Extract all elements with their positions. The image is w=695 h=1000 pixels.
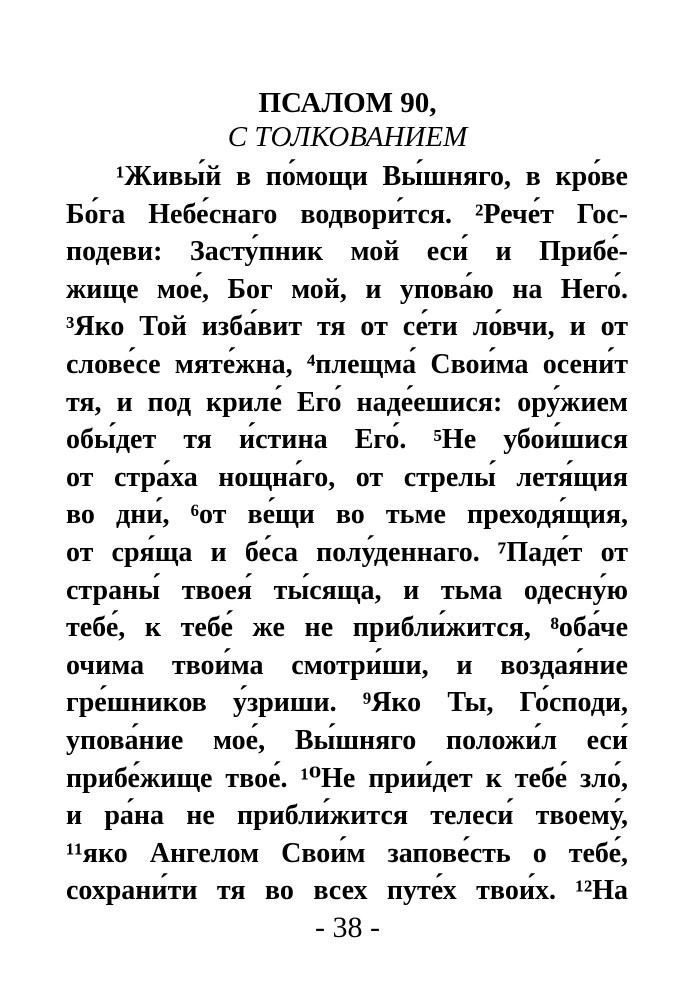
text-line: ¹¹яко Ангелом Свои́м запове́сть о тебе́,	[66, 837, 628, 869]
text-line: сохрани́ти тя во всех путе́х твои́х. ¹²На	[66, 875, 628, 907]
text-line: страны́ твоея́ ты́сяща, и тьма одесну́ю	[66, 574, 628, 606]
text-line: прибе́жище твое́. ¹⁰Не прии́дет к тебе́ зло́,	[66, 762, 628, 794]
text-line: подеви: Засту́пник мой еси́ и Прибе́-	[66, 236, 628, 268]
text-line: обы́дет тя и́стина Его́. ⁵Не убои́шися	[66, 424, 628, 456]
text-line: жище мое́, Бог мой, и упова́ю на Него́.	[66, 273, 628, 305]
text-line: тебе́, к тебе́ же не прибли́жится, ⁸оба́че	[66, 612, 628, 644]
psalm-title: ПСАЛОМ 90,	[258, 87, 437, 119]
text-line: и ра́на не прибли́жится телеси́ твоему́,	[66, 800, 628, 832]
page-number: - 38 -	[315, 911, 380, 944]
psalm-text	[66, 158, 628, 910]
text-line: во дни́, ⁶от ве́щи во тьме преходя́щия,	[66, 499, 628, 531]
text-line: ¹Живы́й в по́мощи Вы́шняго, в кро́ве	[116, 161, 628, 192]
psalm-subtitle: С ТОЛКОВАНИЕМ	[227, 121, 468, 153]
text-line: Бо́га Небе́снаго водвори́тся. ²Рече́т Гос-	[66, 198, 628, 230]
text-line: слове́се мяте́жна, ⁴плещма́ Свои́ма осени́т	[66, 348, 628, 380]
text-line: от стра́ха нощна́го, от стрелы́ летя́щия	[66, 461, 628, 493]
text-line: упова́ние мое́, Вы́шняго положи́л еси́	[66, 724, 628, 756]
text-line: тя, и под криле́ Его́ наде́ешися: ору́жием	[66, 386, 628, 418]
text-line: гре́шников у́зриши. ⁹Яко Ты, Го́споди,	[66, 687, 628, 719]
text-line: ³Яко Той изба́вит тя от се́ти ло́вчи, и от	[66, 311, 628, 343]
text-line: очима твои́ма смотри́ши, и воздая́ние	[66, 649, 628, 681]
text-line: от сря́ща и бе́са полу́деннаго. ⁷Паде́т от	[66, 536, 628, 568]
